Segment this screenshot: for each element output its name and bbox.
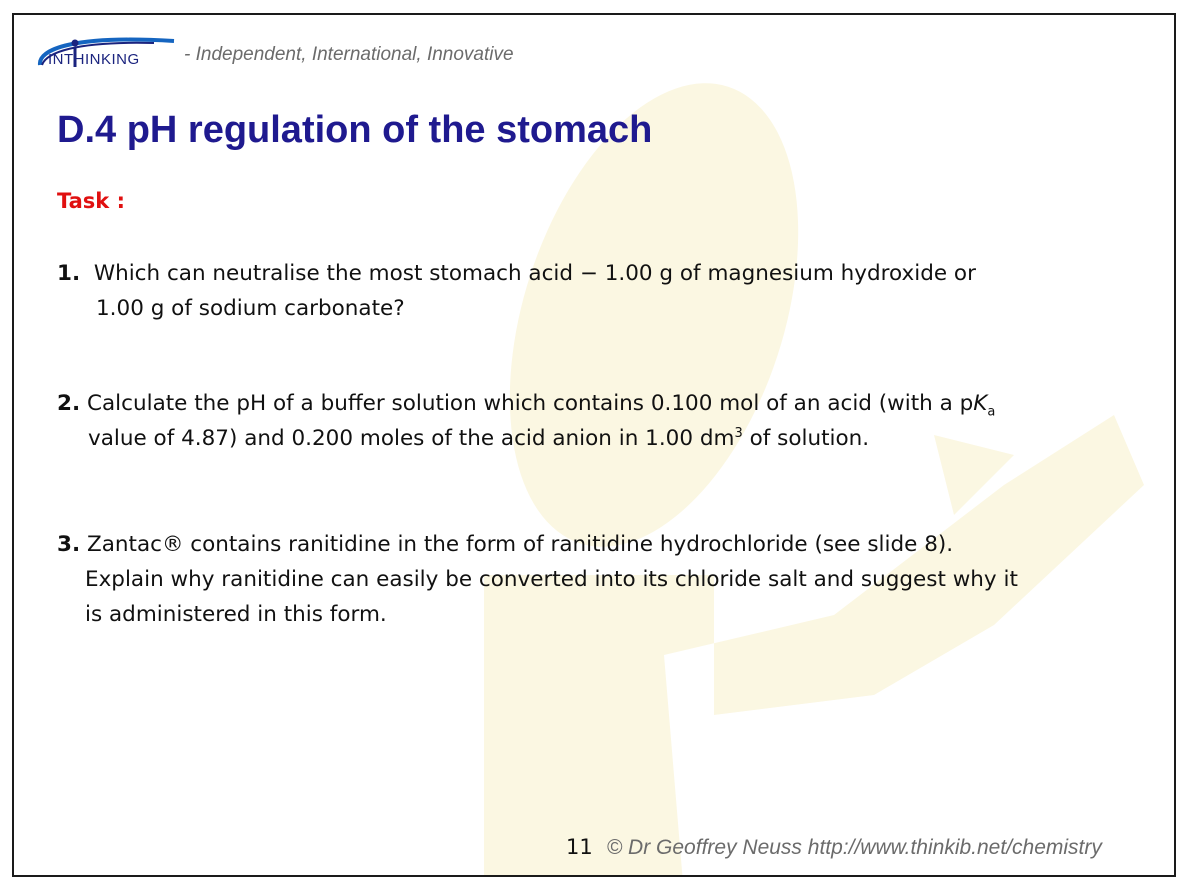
task-label: Task : (57, 189, 125, 213)
question-2 (57, 386, 1157, 456)
question-text-line: Calculate the pH of a buffer solution which contains 0.100 mol of an acid (with a $pK_a$ (86, 391, 996, 420)
question-text-line: Zantac® contains ranitidine in the form of ranitidine hydrochloride (see slide 8). (86, 532, 954, 557)
copyright-notice: © Dr Geoffrey Neuss http://www.thinkib.net/chemistry (606, 836, 1102, 859)
question-number: 3. (57, 532, 81, 557)
tagline: - Independent, International, Innovative (184, 44, 514, 65)
question-text-line: 1.00 g of sodium carbonate? (96, 296, 405, 321)
inthinking-logo (34, 31, 184, 71)
footer (566, 835, 1102, 860)
header-brand (34, 31, 514, 71)
question-text-line: value of 4.87) and 0.200 moles of the acid anion in 1.00 $dm^3$ of solution. (88, 425, 870, 451)
question-text-line: Which can neutralise the most stomach acid − 1.00 g of magnesium hydroxide or (93, 261, 976, 286)
question-number: 1. (57, 261, 81, 286)
logo-text: INTHINKING (48, 51, 140, 68)
slide-title: D.4 pH regulation of the stomach (57, 109, 653, 151)
question-1 (57, 256, 1157, 326)
slide (12, 13, 1176, 877)
question-text-line: is administered in this form. (85, 602, 387, 627)
question-text-line: Explain why ranitidine can easily be converted into its chloride salt and suggest why it (85, 567, 1018, 592)
question-3 (57, 527, 1157, 632)
page-number: 11 (566, 835, 593, 859)
question-number: 2. (57, 391, 81, 416)
